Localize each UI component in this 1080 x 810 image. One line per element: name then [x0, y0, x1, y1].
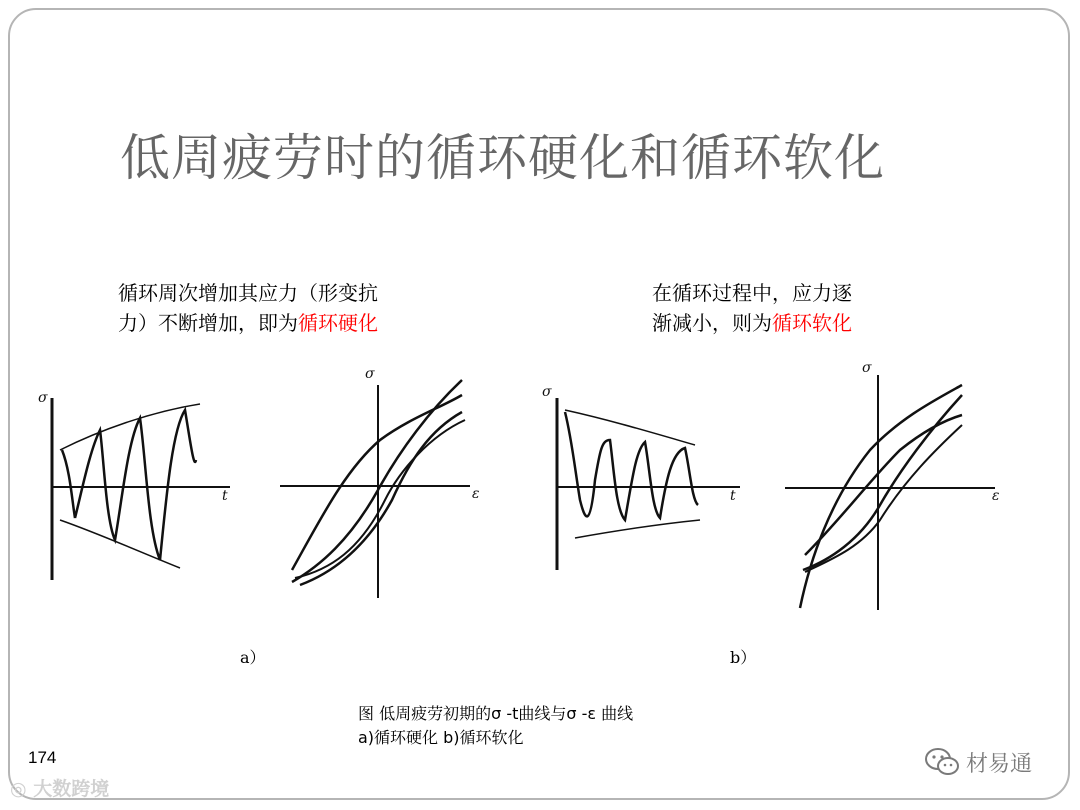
hardening-highlight: 循环硬化: [298, 311, 378, 335]
softening-description: [652, 278, 852, 338]
watermark-right-text: 材易通: [966, 751, 1033, 777]
figure-label-a: a）: [240, 648, 266, 667]
a-sigma-t-sigma-label: σ: [38, 390, 48, 406]
a-sigma-t-t-label: t: [222, 488, 228, 504]
b-sigma-t-t-label: t: [730, 488, 736, 504]
watermark-right: [924, 744, 1032, 780]
watermark-left-text: 大数跨境: [33, 778, 110, 800]
a-sigma-epsilon-epsilon-label: ε: [472, 486, 480, 502]
softening-line-2-text: 渐减小，则为: [652, 311, 772, 335]
wechat-icon: [924, 747, 960, 777]
b-sigma-t-sigma-label: σ: [542, 384, 552, 400]
softening-highlight: 循环软化: [772, 311, 852, 335]
figure-label-b: b）: [730, 648, 757, 667]
caption-line-1: 图 低周疲劳初期的σ -t曲线与σ -ε 曲线: [358, 704, 634, 723]
watermark-left: [10, 774, 109, 801]
watermark-left-icon: ◎: [10, 778, 34, 800]
softening-line-2: [652, 308, 852, 338]
a-sigma-epsilon-sigma-label: σ: [365, 366, 375, 382]
slide-title: 低周疲劳时的循环硬化和循环软化: [120, 129, 885, 187]
hardening-line-1: 循环周次增加其应力（形变抗: [118, 281, 378, 305]
b-sigma-epsilon-sigma-label: σ: [862, 360, 872, 376]
hardening-line-2-text: 力）不断增加，即为: [118, 311, 298, 335]
page-number: 174: [28, 748, 57, 767]
hardening-description: [118, 278, 378, 338]
figure-caption: [358, 702, 633, 750]
softening-line-1: 在循环过程中，应力逐: [652, 281, 852, 305]
hardening-line-2: [118, 308, 378, 338]
caption-line-2: a)循环硬化 b)循环软化: [358, 728, 524, 747]
b-sigma-epsilon-epsilon-label: ε: [992, 488, 1000, 504]
